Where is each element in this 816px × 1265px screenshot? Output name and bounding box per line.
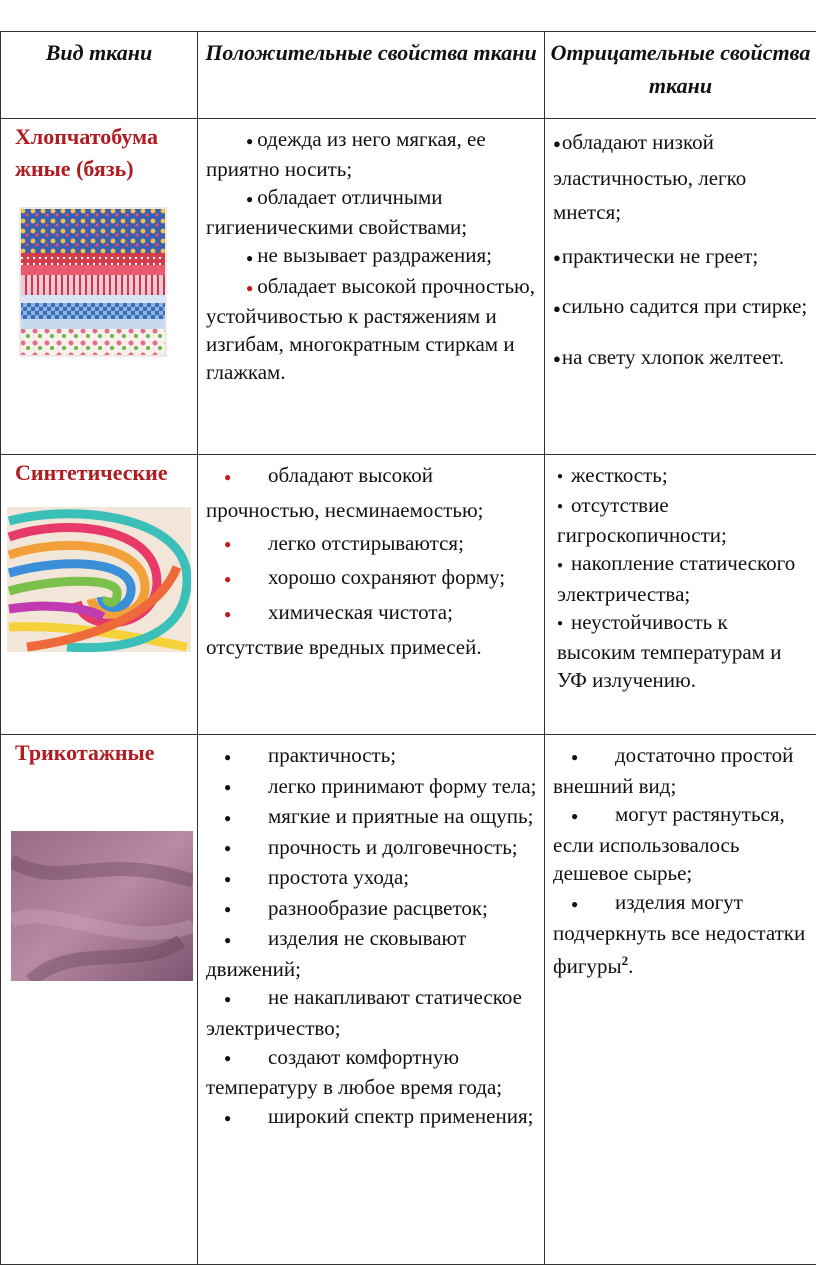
positive-cell: [198, 455, 545, 735]
fabric-name: Трикотажные: [15, 737, 191, 769]
list-item: ● разнообразие расцветок;: [206, 894, 538, 925]
bullet-icon: ●: [206, 773, 268, 802]
fabric-swirl-icon: [7, 507, 191, 652]
bullet-icon: ●: [553, 292, 561, 326]
bullet-icon: ●: [206, 528, 268, 561]
negative-cell: [545, 119, 816, 455]
bullet-icon: ●: [226, 185, 253, 213]
positive-cell: [198, 119, 545, 455]
bullet-icon: ●: [553, 890, 615, 919]
stacked-fabrics-icon: [19, 207, 167, 357]
list-item: ● не накапливают статическое электричество;: [206, 983, 538, 1042]
list-item: ●сильно садится при стирке;: [553, 289, 810, 325]
bullet-icon: ●: [206, 563, 268, 596]
list-item: ● мягкие и приятные на ощупь;: [206, 802, 538, 833]
table-row: [1, 735, 816, 1265]
table-row: [1, 455, 816, 735]
bullet-icon: ●: [557, 552, 563, 580]
bullet-icon: ●: [553, 241, 561, 275]
list-item: ● простота ухода;: [206, 863, 538, 894]
list-item: ● химическая чистота; отсутствие вредных примесей.: [206, 596, 536, 664]
bullet-icon: ●: [557, 463, 563, 491]
fabric-properties-table: [0, 31, 816, 1265]
bullet-icon: ●: [206, 1044, 268, 1073]
negative-cell: [545, 735, 816, 1265]
header-positive: Положительные свойства ткани: [198, 32, 545, 119]
list-item: ●обладают низкой эластичностью, легко мнется;: [553, 125, 810, 229]
bullet-icon: ●: [206, 804, 268, 833]
list-item: ●на свету хлопок желтеет.: [553, 340, 810, 376]
bullet-icon: ●: [206, 1104, 268, 1133]
list-item: ● жесткость;: [557, 461, 810, 491]
positive-cell: [198, 735, 545, 1265]
fabric-name: Хлопчатобума жные (бязь): [15, 121, 191, 185]
bullet-icon: ●: [553, 802, 615, 831]
bullet-icon: ●: [553, 743, 615, 772]
bullet-icon: ●: [206, 598, 268, 631]
bullet-icon: ●: [226, 274, 253, 302]
header-row: [1, 32, 816, 119]
bullet-icon: ●: [206, 865, 268, 894]
list-item: ● отсутствие гигроскопичности;: [557, 491, 810, 549]
list-item: ● обладает отличными гигиеническими свойствами;: [206, 183, 536, 241]
list-item: ● изделия не сковывают движений;: [206, 924, 538, 983]
list-item: ● не вызывает раздражения;: [206, 241, 536, 271]
negative-cell: [545, 455, 816, 735]
header-fabric-type: Вид ткани: [1, 32, 198, 119]
fabric-name-cell: [1, 455, 198, 735]
bullet-icon: ●: [206, 461, 268, 494]
bullet-icon: ●: [226, 127, 253, 155]
bullet-icon: ●: [557, 493, 563, 521]
list-item: ● изделия могут подчеркнуть все недостатки фигуры$^2$.: [553, 888, 810, 981]
fabric-name-cell: [1, 119, 198, 455]
list-item: ● легко принимают форму тела;: [206, 772, 538, 803]
list-item: ● прочность и долговечность;: [206, 833, 538, 864]
bullet-icon: ●: [206, 743, 268, 772]
bullet-icon: ●: [226, 244, 253, 272]
list-item: ●практически не греет;: [553, 239, 810, 275]
bullet-icon: ●: [553, 127, 561, 161]
bullet-icon: ●: [206, 895, 268, 924]
list-item: ● хорошо сохраняют форму;: [206, 561, 536, 596]
footnote-mark: 2: [622, 953, 629, 968]
bullet-icon: ●: [206, 926, 268, 955]
list-item: ● широкий спектр применения;: [206, 1102, 538, 1133]
bullet-icon: ●: [553, 342, 561, 376]
list-item: ● легко отстирываются;: [206, 527, 536, 562]
knit-fabric-icon: [11, 831, 193, 981]
list-item: ● могут растянуться, если использовалось дешевое сырье;: [553, 800, 810, 888]
list-item: ● неустойчивость к высоким температурам и УФ излучению.: [557, 608, 810, 694]
list-item: ● обладает высокой прочностью, устойчивостью к растяжениям и изгибам, многократным стиркам и глажкам.: [206, 272, 536, 386]
list-item: ● накопление статического электричества;: [557, 549, 810, 607]
list-item: ● обладают высокой прочностью, несминаемостью;: [206, 459, 536, 527]
list-item: ● создают комфортную температуру в любое время года;: [206, 1043, 538, 1102]
bullet-icon: ●: [206, 834, 268, 863]
fabric-name-cell: [1, 735, 198, 1265]
list-item: ● практичность;: [206, 741, 538, 772]
bullet-icon: ●: [557, 610, 563, 638]
list-item: ● одежда из него мягкая, ее приятно носить;: [206, 125, 536, 183]
bullet-icon: ●: [206, 985, 268, 1014]
table-row: [1, 119, 816, 455]
fabric-name: Синтетические: [15, 457, 191, 489]
header-negative: Отрицательные свойства ткани: [545, 32, 816, 119]
list-item: ● достаточно простой внешний вид;: [553, 741, 810, 800]
